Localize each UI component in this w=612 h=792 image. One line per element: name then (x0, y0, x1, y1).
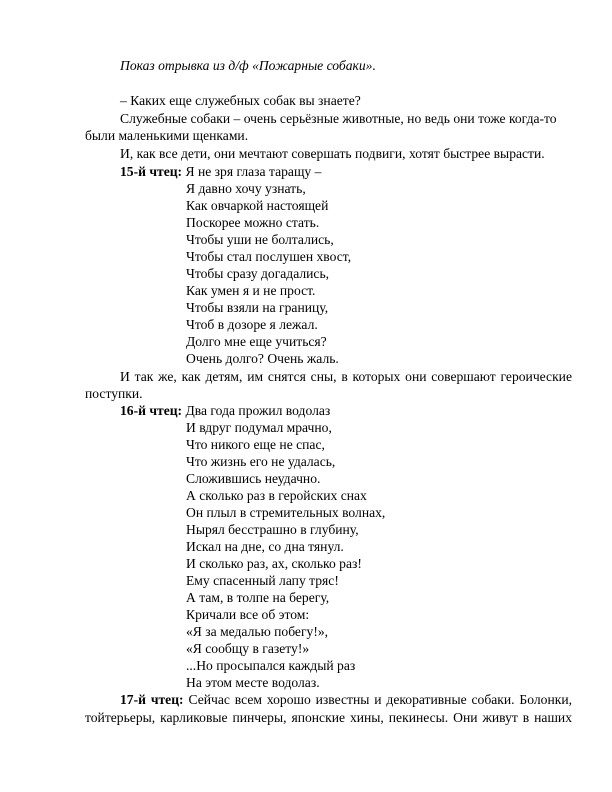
verse-line: Я давно хочу узнать, (186, 181, 306, 196)
verse-line: Чтоб в дозоре я лежал. (186, 317, 318, 332)
verse-line: Что жизнь его не удалась, (186, 454, 336, 469)
verse-line: И сколько раз, ах, сколько раз! (186, 556, 362, 571)
reader-17-text: Сейчас всем хорошо известны и декоративные собаки. Болонки, (183, 692, 572, 707)
verse-line: Что никого еще не спас, (186, 437, 325, 452)
reader-17-first-line (120, 691, 572, 708)
verse-line: Сложившись неудачно. (186, 471, 321, 486)
verse-line: Долго мне еще учиться? (186, 334, 327, 349)
verse-line: Как овчаркой настоящей (186, 198, 329, 213)
paragraph-2: И, как все дети, они мечтают совершать подвиги, хотят быстрее вырасти. (120, 146, 545, 161)
paragraph-1-line-2: были маленькими щенками. (85, 128, 249, 143)
document-heading: Показ отрывка из д/ф «Пожарные собаки». (120, 58, 376, 73)
paragraph-1-line-1: Служебные собаки – очень серьёзные животные, но ведь они тоже когда-то (120, 111, 557, 126)
verse-line: Нырял бесстрашно в глубину, (186, 522, 359, 537)
verse-line: Ему спасенный лапу тряс! (186, 573, 339, 588)
reader-15-first-verse: Я не зря глаза таращу – (182, 164, 322, 179)
verse-line: «Я сообщу в газету!» (186, 641, 310, 656)
verse-line: «Я за медалью побегу!», (186, 624, 329, 639)
reader-17-second-line: тойтерьеры, карликовые пинчеры, японские хины, пекинесы. Они живут в наших (85, 710, 572, 725)
verse-line: А там, в толпе на берегу, (186, 590, 330, 605)
verse-line: Искал на дне, со дна тянул. (186, 539, 344, 554)
verse-line: Чтобы взяли на границу, (186, 300, 329, 315)
verse-line: Очень долго? Очень жаль. (186, 351, 339, 366)
verse-line: Кричали все об этом: (186, 607, 310, 622)
verse-line: Чтобы уши не болтались, (186, 232, 334, 247)
reader-15-first-line (120, 163, 321, 180)
verse-line: Он плыл в стремительных волнах, (186, 505, 386, 520)
verse-line: И вдруг подумал мрачно, (186, 420, 332, 435)
reader-17-label: 17-й чтец: (120, 692, 184, 707)
verse-line: Поскорее можно стать. (186, 215, 320, 230)
verse-line: Чтобы стал послушен хвост, (186, 249, 352, 264)
reader-15-label: 15-й чтец: (120, 164, 183, 179)
verse-line: А сколько раз в геройских снах (186, 488, 367, 503)
verse-line: Чтобы сразу догадались, (186, 266, 330, 281)
question-line: – Каких еще служебных собак вы знаете? (120, 93, 361, 108)
paragraph-3-line-1: И так же, как детям, им снятся сны, в которых они совершают героические (120, 369, 572, 384)
reader-16-first-verse: Два года прожил водолаз (182, 403, 331, 418)
paragraph-3-line-2: поступки. (85, 386, 143, 401)
reader-16-first-line (120, 402, 330, 419)
reader-16-label: 16-й чтец: (120, 403, 183, 418)
verse-line: Как умен я и не прост. (186, 283, 316, 298)
verse-line: На этом месте водолаз. (186, 675, 320, 690)
verse-line: ...Но просыпался каждый раз (186, 658, 356, 673)
